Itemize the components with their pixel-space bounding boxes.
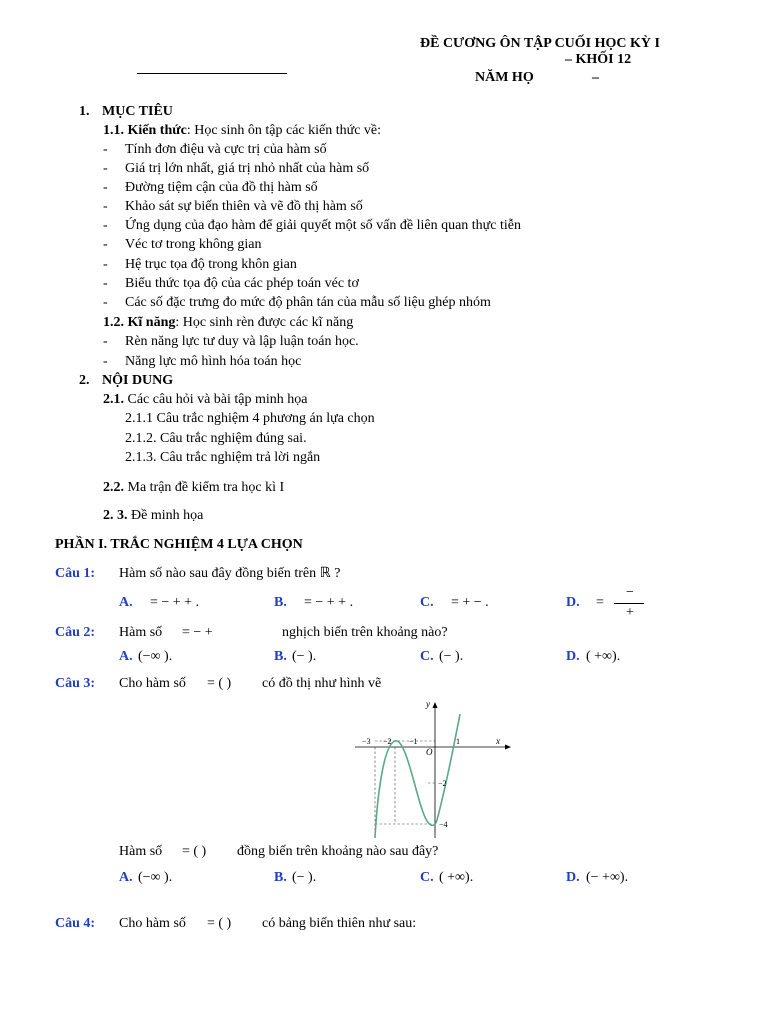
q1-opt-b-expr: = − + + . [304,595,354,610]
q3-opt-c-expr: ( +∞). [439,870,474,885]
sec21-line [103,391,308,409]
q2-label: Câu 2: [55,625,96,640]
list-item: - [103,257,108,272]
kinang-line [103,314,353,332]
q1-label: Câu 1: [55,566,96,581]
sub-item: 2.1.1 Câu trắc nghiệm 4 phương án lựa chọn [125,411,375,426]
list-item: - [103,161,108,176]
q1-opt-a-expr: = − + + . [150,595,200,610]
list-item: Hệ trục tọa độ trong khôn gian [125,257,297,272]
q3-opt-d-letter: D. [566,870,580,885]
q1-text: Hàm số nào sau đây đồng biến trên ℝ ? [119,566,341,581]
q1-opt-c-letter: C. [420,595,434,610]
q3-opt-a-expr: (−∞ ). [138,870,173,885]
sec23-text: Đề minh họa [127,508,204,523]
list-item: Tính đơn điệu và cực trị của hàm số [125,142,327,157]
y-axis-label: y [426,700,430,709]
x-axis-label: x [496,736,500,746]
list-item: - [103,334,108,349]
q4-text-b: có bảng biến thiên như sau: [262,916,417,931]
q1-opt-d-expr: = [596,595,604,610]
q2-text-a: Hàm số [119,625,163,640]
sec2-title: NỘI DUNG [102,373,174,388]
x-tick-label: −1 [409,737,418,746]
q3-opt-c-letter: C. [420,870,434,885]
q2-opt-c-letter: C. [420,649,434,664]
kinang-label: Kĩ năng [127,315,176,330]
q1-opt-d-numerator: − [626,585,634,600]
q3-opt-b-expr: (− ). [292,870,317,885]
origin-label: O [426,747,433,757]
q2-opt-d-expr: ( +∞). [586,649,621,664]
q4-label: Câu 4: [55,916,96,931]
doc-grade: – KHỐI 12 [565,52,632,67]
q1-opt-d-denominator: + [626,605,634,620]
kienthuc-num: 1.1. [103,123,124,138]
q1-opt-d-letter: D. [566,595,580,610]
doc-year-label: NĂM HỌ [475,70,534,85]
q3-expr: = ( ) [207,676,232,691]
kienthuc-line [103,122,381,140]
q3-follow-expr: = ( ) [182,844,207,859]
sec22-text: Ma trận đề kiểm tra học kì I [124,480,285,495]
q3-follow-a: Hàm số [119,844,163,859]
sec21-num: 2.1. [103,392,124,407]
q2-opt-b-letter: B. [274,649,287,664]
sub-item: 2.1.2. Câu trắc nghiệm đúng sai. [125,431,307,446]
sec23-line [103,507,203,525]
list-item: - [103,295,108,310]
list-item: - [103,237,108,252]
q3-opt-b-letter: B. [274,870,287,885]
q2-opt-c-expr: (− ). [439,649,464,664]
q4-text-a: Cho hàm số [119,916,186,931]
list-item: Biểu thức tọa độ của các phép toán véc tơ [125,276,359,291]
kinang-text: : Học sinh rèn được các kĩ năng [175,315,354,330]
sec1-num: 1. [79,104,90,119]
y-tick-label: −4 [439,820,448,829]
x-tick-label: −2 [383,737,392,746]
y-axis-arrow [433,702,438,708]
sec22-num: 2.2. [103,480,124,495]
sec23-num: 2. 3. [103,508,128,523]
kinang-num: 1.2. [103,315,124,330]
list-item: Giá trị lớn nhất, giá trị nhỏ nhất của hàm số [125,161,370,176]
q2-opt-b-expr: (− ). [292,649,317,664]
x-axis-arrow [505,745,511,750]
q1-opt-b-letter: B. [274,595,287,610]
part1-title: PHẦN I. TRẮC NGHIỆM 4 LỰA CHỌN [55,537,303,552]
q3-opt-a-letter: A. [119,870,133,885]
q3-follow-b: đồng biến trên khoảng nào sau đây? [237,844,439,859]
q2-opt-a-letter: A. [119,649,133,664]
kienthuc-text: : Học sinh ôn tập các kiến thức về: [186,123,382,138]
y-tick-label: −2 [438,779,447,788]
q3-opt-d-expr: (− +∞). [586,870,629,885]
kienthuc-label: Kiến thức [127,123,187,138]
q3-text-b: có đồ thị như hình vẽ [262,676,382,691]
list-item: - [103,276,108,291]
function-graph [355,700,515,840]
header-rule [137,73,287,74]
list-item: Các số đặc trưng đo mức độ phân tán của mẫu số liệu ghép nhóm [125,295,491,310]
q3-text-a: Cho hàm số [119,676,186,691]
list-item: Véc tơ trong không gian [125,237,262,252]
list-item: - [103,218,108,233]
list-item: Đường tiệm cận của đồ thị hàm số [125,180,318,195]
q2-opt-a-expr: (−∞ ). [138,649,173,664]
q1-opt-c-expr: = + − . [451,595,489,610]
list-item: - [103,199,108,214]
sub-item: 2.1.3. Câu trắc nghiệm trả lời ngắn [125,450,321,465]
x-tick-label: 1 [456,737,460,746]
list-item: Khảo sát sự biến thiên và vẽ đồ thị hàm số [125,199,363,214]
list-item: - [103,142,108,157]
list-item: Ứng dụng của đạo hàm để giải quyết một số vấn đề liên quan thực tiễn [125,218,521,233]
sec1-title: MỤC TIÊU [102,104,173,119]
doc-year-dash: – [592,70,599,85]
sec21-text: Các câu hỏi và bài tập minh họa [124,392,308,407]
q2-opt-d-letter: D. [566,649,580,664]
x-tick-label: −3 [362,737,371,746]
q3-label: Câu 3: [55,676,96,691]
q2-expr: = − + [182,625,213,640]
sec2-num: 2. [79,373,90,388]
q1-opt-a-letter: A. [119,595,133,610]
list-item: - [103,180,108,195]
list-item: Năng lực mô hình hóa toán học [125,354,302,369]
graph-axes [355,702,511,838]
q2-text-b: nghịch biến trên khoảng nào? [282,625,448,640]
sec22-line [103,479,284,497]
q4-expr: = ( ) [207,916,232,931]
doc-title: ĐỀ CƯƠNG ÔN TẬP CUỐI HỌC KỲ I [420,36,660,51]
list-item: Rèn năng lực tư duy và lập luận toán học. [125,334,359,349]
list-item: - [103,354,108,369]
